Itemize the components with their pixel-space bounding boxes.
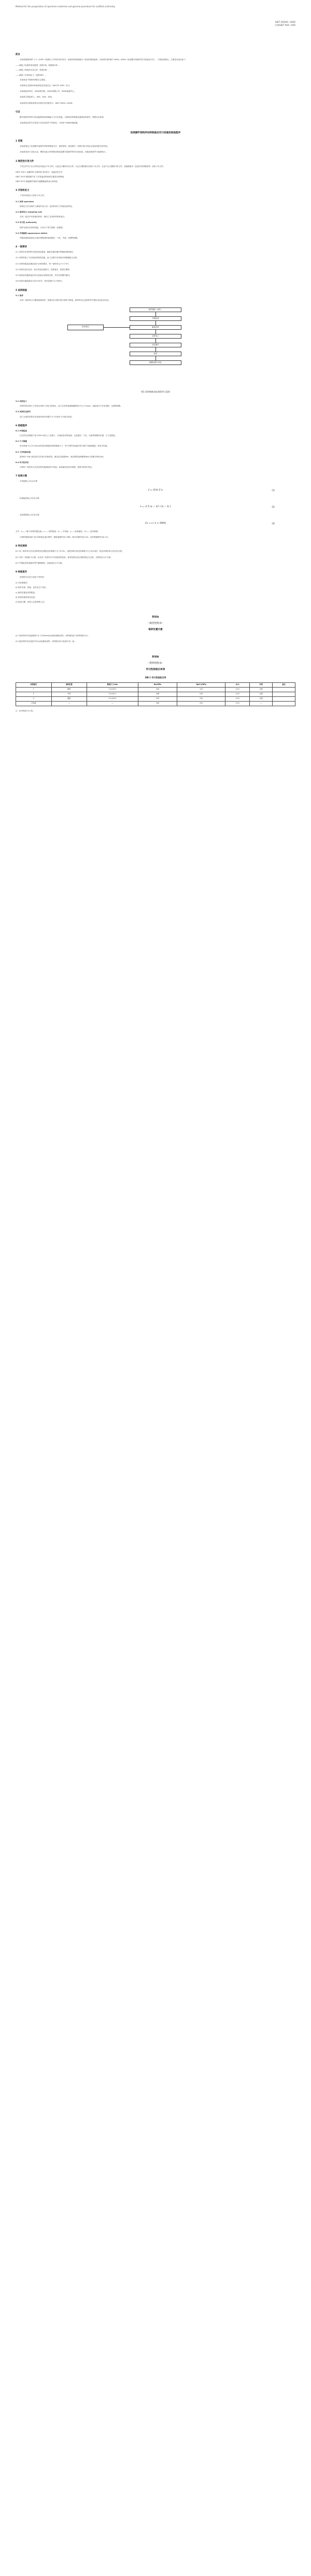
table-cell: 3.2×25.0 xyxy=(87,687,138,692)
paragraph: 检验报告应至少包括下列内容： xyxy=(20,576,46,578)
table-cell: 245 xyxy=(138,687,177,692)
paragraph: 本标准所代替标准的历次版本发布情况为：GB/T XXXX—XXXX。 xyxy=(20,102,74,104)
paragraph: 本标准由全国XXXX标准化技术委员会（SAC/TC XXX）归口。 xyxy=(20,85,72,87)
column-header: 备注 xyxy=(273,682,295,687)
table-cell: 中部 xyxy=(51,692,87,696)
paragraph: 从每一取样单元中随机抽取构件，按图1所示程序进行取样与制备。取样时应记录构件的外观状况及标识信息。 xyxy=(20,299,110,301)
list-item: d) 检验结果及判定结论； xyxy=(16,596,37,598)
main-title: 轻质脚手架构件试样制备及均匀性通用检验程序 xyxy=(130,132,181,135)
paragraph: 计算结果按GB/T 8170的规定进行修约，强度值修约至1 MPa，伸长率修约至0.5%，变异系数修约至0.1%。 xyxy=(20,536,110,539)
list-item: ——修改了术语和定义（见第3章）。 xyxy=(16,74,47,76)
header-note: Method for the preparation of specimen materials and general procedure for scaffold uniformity xyxy=(16,5,116,8)
paragraph: 变异系数按公式(3)计算： xyxy=(20,513,41,516)
reference-item: GB/T 228.1 金属材料 拉伸试验 第1部分：室温试验方法 xyxy=(16,171,63,173)
table-row xyxy=(16,701,295,706)
clause: 4.5 检验用仪器设备应经计量检定或校准合格，并在有效期内使用。 xyxy=(16,274,72,277)
term-definition: 构件各部位在材料性能、几何尺寸等方面的一致程度。 xyxy=(20,226,65,229)
clause: 4.2 试样的加工不应改变材料的性能，加工过程中应采取冷却措施防止过热。 xyxy=(16,257,79,259)
std-no: GB/T XXXXX—20XX xyxy=(275,21,295,23)
column-header: Rp0.2/MPa xyxy=(177,682,225,687)
paragraph: 本标准主要起草人：XXX、XXX、XXX。 xyxy=(20,96,54,99)
table-cell: 1 xyxy=(16,687,52,692)
list-item: b) 构件名称、规格、批号及生产单位； xyxy=(16,586,48,589)
column-header: 试样编号 xyxy=(16,682,52,687)
reference-item: GB/T 2975 钢及钢产品 力学性能试验取样位置及试样制备 xyxy=(16,176,64,178)
table-cell: 215 xyxy=(177,692,225,696)
table-cell: 13.0 xyxy=(225,696,250,701)
clause: 4.6 检验环境温度宜为(23±5)℃，相对湿度不大于80%。 xyxy=(16,280,64,283)
table-note: 注：表中数值仅为示例。 xyxy=(16,709,35,712)
table-cell: 2 xyxy=(16,692,52,696)
annex-subtitle: （规范性附录） xyxy=(147,622,164,625)
table-cell: 端部 xyxy=(51,687,87,692)
section-title: 9 检验报告 xyxy=(16,570,27,573)
flow-arrow xyxy=(104,327,130,328)
list-item: ——增加了规范性引用文件（见第2章）； xyxy=(16,69,50,72)
annex-name: 均匀性检验记录表 xyxy=(146,668,165,671)
where-clause: 式中：xᵢ——第i个试样的测定值；n——试样数量；x̄——平均值；s——标准偏差；Cv——变异系数。 xyxy=(16,530,100,533)
flow-box: 数据处理与判定 xyxy=(130,360,181,365)
list-item: ——修改了标准的适用范围（见第1章，原版第1章）； xyxy=(16,64,61,67)
section-title: 1 范围 xyxy=(16,140,23,143)
table-cell: 212 xyxy=(177,701,225,706)
table-header-row xyxy=(16,682,295,687)
section-title: 8 判定规则 xyxy=(16,545,27,548)
formula-text: x̄ = (1/n) Σ xᵢ xyxy=(148,488,163,492)
formula xyxy=(16,522,295,525)
section-title: 6 检验程序 xyxy=(16,424,27,427)
table-cell: — xyxy=(51,701,87,706)
annex-name: 取样位置示意 xyxy=(148,628,163,632)
table-cell: 12.5 xyxy=(225,701,250,706)
term-heading: 3.2 取样单元 sampling unit xyxy=(16,211,43,214)
table-cell: 212 xyxy=(177,687,225,692)
term-heading: 3.4 外观缺陷 appearance defect xyxy=(16,232,48,234)
paragraph: 平均值按公式(1)计算： xyxy=(20,480,39,483)
clause: 8.3 外观检查发现裂纹等严重缺陷时，直接判定为不合格。 xyxy=(16,562,64,564)
paragraph: 计算同一取样单元内各试样性能指标的平均值、标准偏差及变异系数，按第7章进行判定。 xyxy=(20,466,94,469)
formula-text: Cv = s / x̄ × 100% xyxy=(145,522,166,525)
table-cell: 3.2×25.1 xyxy=(87,692,138,696)
paragraph: 标准偏差按公式(2)计算： xyxy=(20,497,41,499)
annex-subtitle: （资料性附录） xyxy=(147,662,164,665)
table-cell: 243 xyxy=(138,696,177,701)
paragraph: 本标准规定的方法适用于实验室条件下的检验，不适用于现场快速检测。 xyxy=(20,122,79,124)
table-cell: 3 xyxy=(16,696,52,701)
paragraph: 试样的形状和尺寸应符合GB/T 228.1的规定，加工后试样表面粗糙度Ra不大于3.2μm，标距部分不应有划痕、毛刺等缺陷。 xyxy=(20,405,122,408)
flow-box: 标识登记 xyxy=(67,325,104,330)
clause: 4.1 试样应在构件的代表性部位截取，截取位置应避开焊缝及热影响区。 xyxy=(16,251,75,254)
paragraph: 按GB/T 228.1规定的方法进行拉伸试验，测定抗拉强度Rm、规定塑性延伸强度Rp0.2及断后伸长率A。 xyxy=(20,455,105,458)
table-cell: 248 xyxy=(138,692,177,696)
section-title: 5 试样制备 xyxy=(16,289,27,292)
subsection-title: 6.1 外观检查 xyxy=(16,429,27,432)
list-item: c) 取样位置及试样数量； xyxy=(16,591,37,594)
section-title: 7 结果计算 xyxy=(16,475,27,478)
term-definition: 按规定方法从构件上截取并加工成一定形状和尺寸的检验用样品。 xyxy=(20,205,74,207)
paragraph: 本标准按照GB/T 1.1—2009《标准化工作导则 第1部分：标准的结构和编写》给出的规则起草。本标准代替GB/T XXXX—XXXX《轻质脚手架构件均匀性检验方法》，与原标准相比，主要技术变化如下： xyxy=(20,59,188,61)
table-cell: 平均值 xyxy=(16,701,52,706)
flow-box: 检验 xyxy=(130,352,181,356)
paragraph: 本标准规定了轻质脚手架构件试样的制备方法、取样原则、检验程序、结果计算与判定以及检验报告的内容。 xyxy=(20,145,109,148)
paragraph: 加工完成的试样应在检验环境中放置不少于24h后方可进行检验。 xyxy=(20,415,74,418)
column-header: Rm/MPa xyxy=(138,682,177,687)
table-cell: 245 xyxy=(138,701,177,706)
table-cell xyxy=(273,701,295,706)
equation-number: (1) xyxy=(272,488,275,492)
paragraph: 本标准由中国XXXX联合会提出。 xyxy=(20,78,47,81)
formula xyxy=(16,506,295,508)
table-cell: — xyxy=(250,701,273,706)
subsection-title: 5.3 试样状态调节 xyxy=(16,411,31,413)
subsection-title: 6.4 均匀性评价 xyxy=(16,461,29,464)
column-header: 取样位置 xyxy=(51,682,87,687)
term-definition: 在同一批次中具有相同材料、相同工艺条件的构件组合。 xyxy=(20,216,66,218)
section-title: 4 一般要求 xyxy=(16,246,27,249)
table-cell: 合格 xyxy=(250,692,273,696)
column-header: A/% xyxy=(225,682,250,687)
foreword-title: 前言 xyxy=(16,53,20,56)
intro-title: 引言 xyxy=(16,110,20,114)
document-body xyxy=(16,48,295,713)
table-cell: 合格 xyxy=(250,687,273,692)
paragraph: 本标准起草单位：XXXX研究院、XXXX有限公司、XXXX检测中心。 xyxy=(20,90,76,93)
equation-number: (2) xyxy=(272,505,275,508)
paragraph: 本标准适用于以铝合金、钢材及复合材料制成的轻质脚手架构件的均匀性检验。其他类似构件可参照执行。 xyxy=(20,151,107,153)
flow-box: 截取试样 xyxy=(130,325,181,330)
paragraph: 脚手架构件的均匀性直接影响其承载能力与安全性能，为规范试样制备及通用检验程序，特制定本标准。 xyxy=(20,116,106,118)
paragraph: 下列术语和定义适用于本文件。 xyxy=(20,194,46,197)
table-row xyxy=(16,687,295,692)
table-cell: 12.5 xyxy=(225,687,250,692)
flow-box: 状态调节 xyxy=(130,343,181,347)
flow-box: 试样加工 xyxy=(130,334,181,339)
table-cell: 端部 xyxy=(51,696,87,701)
table-row xyxy=(16,692,295,696)
table-cell xyxy=(273,687,295,692)
table-cell xyxy=(273,692,295,696)
paragraph: 在自然光或照度不低于500 lx的人工光源下，目视检查试样表面，记录裂纹、气孔、夹渣等缺陷的位置、尺寸及数量。 xyxy=(20,434,117,437)
column-header: 外观 xyxy=(250,682,273,687)
annex-title: 附录B xyxy=(152,655,159,659)
clause: A.1 管状构件应在距端部不小于100mm处沿轴向截取试样，试样轴线应与构件轴线平行。 xyxy=(16,635,90,637)
reference-item: GB/T 8170 数值修约规则与极限数值的表示和判定 xyxy=(16,180,58,183)
paragraph: 下列文件对于本文件的应用是必不可少的。凡是注日期的引用文件，仅注日期的版本适用于本文件。凡是不注日期的引用文件，其最新版本（包括所有的修改单）适用于本文件。 xyxy=(20,165,165,167)
annex-title: 附录A xyxy=(152,616,159,619)
figure-caption: 图1 试样制备及检验程序示意图 xyxy=(141,390,170,393)
list-item: a) 本标准编号； xyxy=(16,582,30,584)
equation-number: (3) xyxy=(272,522,275,525)
subsection-title: 6.2 尺寸测量 xyxy=(16,440,27,443)
table-cell: 3.1×25.0 xyxy=(87,696,138,701)
section-title: 2 规范性引用文件 xyxy=(16,160,34,163)
std-no-replaced: 代替GB/T XXX—XXX xyxy=(275,24,295,26)
formula xyxy=(16,489,295,492)
record-table xyxy=(16,682,295,706)
table-cell: 210 xyxy=(177,696,225,701)
clause: A.2 板状构件应在宽度方向1/4处截取试样，试样纵向应与轧制方向一致。 xyxy=(16,640,76,643)
subsection-title: 5.2 试样加工 xyxy=(16,400,27,402)
table-cell: 合格 xyxy=(250,696,273,701)
clause: 4.4 试样应进行标识，标识内容包括批号、构件编号、取样位置等。 xyxy=(16,268,72,271)
table-row xyxy=(16,696,295,701)
table-caption: 表B.1 均匀性检验记录 xyxy=(145,676,166,679)
clause: 8.2 若有一项指标不合格，应从同一取样单元中加倍取样复验，复验结果全部合格则判定为合格，否则判定为不合格。 xyxy=(16,556,112,558)
standard-number xyxy=(275,21,295,27)
term-heading: 3.1 试样 specimen xyxy=(16,200,34,203)
clause: 8.1 同一取样单元内各试样的抗拉强度变异系数不大于3.0%，且断后伸长率变异系数不大于8.0%时，判定该取样单元均匀性合格。 xyxy=(16,550,124,553)
table-cell: 12.0 xyxy=(225,692,250,696)
flow-box: 构件抽样（N件） xyxy=(130,307,181,312)
paragraph: 用分度值不大于0.02mm的量具测量试样的截面尺寸，每个试样在标距内均匀取3个截面测量，取其平均值。 xyxy=(20,445,109,447)
flowchart-figure xyxy=(16,307,295,385)
term-heading: 3.3 均匀性 uniformity xyxy=(16,221,37,224)
subsection-title: 6.3 力学性能试验 xyxy=(16,451,31,453)
column-header: 截面尺寸/mm xyxy=(87,682,138,687)
term-definition: 肉眼或借助低倍放大镜可观察到的表面裂纹、气孔、夹渣、折叠等缺陷。 xyxy=(20,237,79,240)
list-item: e) 检验日期、检验人员及审核人员。 xyxy=(16,600,46,603)
table-cell xyxy=(273,696,295,701)
formula-text: s = √[ Σ (xᵢ − x̄)² / (n − 1) ] xyxy=(140,505,171,508)
section-title: 3 术语和定义 xyxy=(16,189,30,192)
subsection-title: 5.1 取样 xyxy=(16,294,23,297)
clause: 4.3 试样的数量应满足统计分析的要求，每一取样单元不少于5个。 xyxy=(16,262,71,265)
flow-box: 外观检查 xyxy=(130,316,181,321)
table-cell: — xyxy=(87,701,138,706)
